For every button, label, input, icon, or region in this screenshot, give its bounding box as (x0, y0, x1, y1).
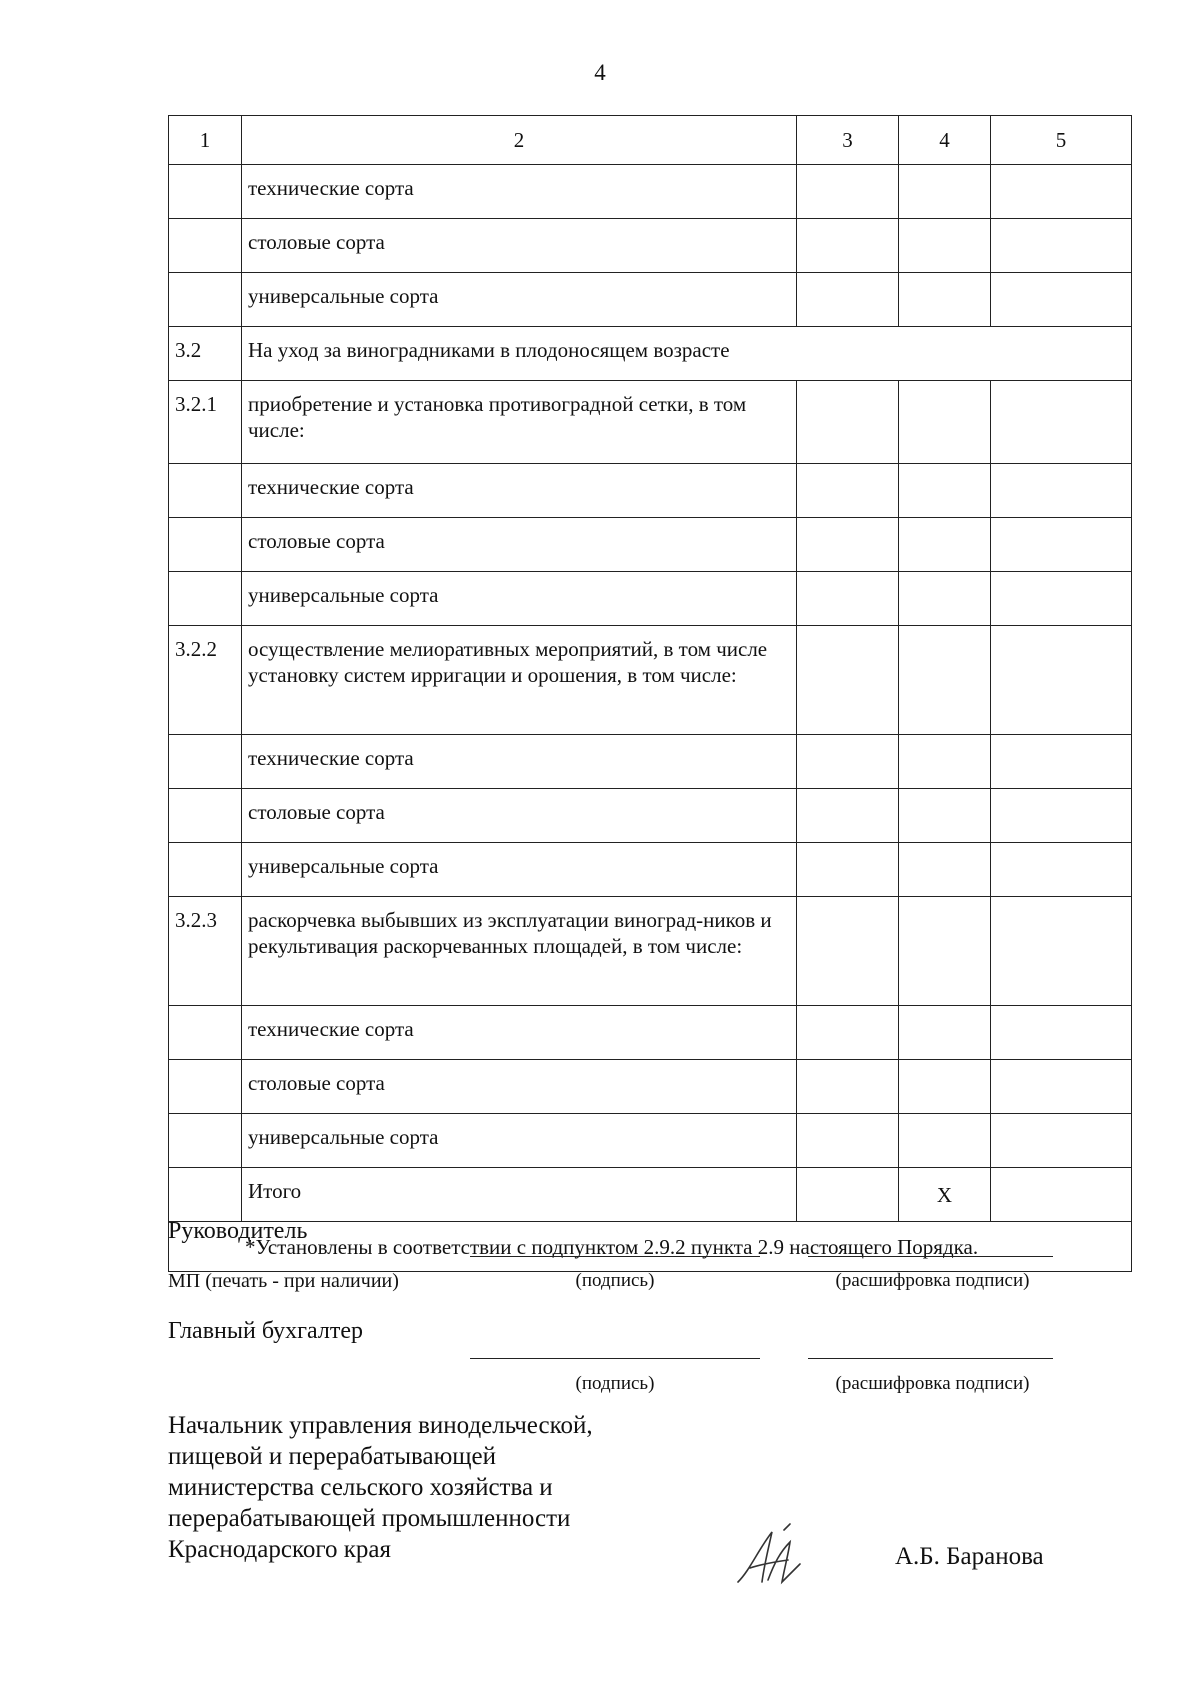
official-title-line: пищевой и перерабатывающей (168, 1443, 497, 1470)
empty-cell (797, 843, 899, 897)
row-text: технические сорта (242, 735, 797, 789)
empty-cell (797, 789, 899, 843)
row-text: технические сорта (242, 464, 797, 518)
handwritten-signature (728, 1520, 818, 1600)
table-row (169, 735, 1132, 789)
row-text: осуществление мелиоративных мероприятий, в том числе установку систем ирригации и орошения, в том числе: (242, 626, 797, 735)
empty-cell (991, 518, 1132, 572)
header-cell: 5 (991, 116, 1132, 165)
row-number (169, 273, 242, 327)
empty-cell (991, 381, 1132, 464)
accountant-label: Главный бухгалтер (168, 1318, 363, 1344)
empty-cell (899, 789, 991, 843)
row-number (169, 1114, 242, 1168)
accountant-signature-caption: (подпись) (575, 1373, 655, 1394)
total-label: Итого (242, 1168, 797, 1222)
empty-cell (797, 1168, 899, 1222)
empty-cell (991, 219, 1132, 273)
row-text: столовые сорта (242, 1060, 797, 1114)
official-title-line: министерства сельского хозяйства и (168, 1474, 553, 1501)
row-number: 3.2.3 (169, 897, 242, 1006)
table-row (169, 572, 1132, 626)
empty-cell (899, 381, 991, 464)
row-text: универсальные сорта (242, 843, 797, 897)
row-number (169, 1006, 242, 1060)
official-title-line: перерабатывающей промышленности (168, 1505, 571, 1532)
empty-cell (797, 518, 899, 572)
empty-cell (991, 735, 1132, 789)
empty-cell (899, 1114, 991, 1168)
empty-cell (899, 273, 991, 327)
table-row (169, 843, 1132, 897)
head-label: Руководитель (168, 1218, 308, 1244)
header-cell: 4 (899, 116, 991, 165)
row-text: приобретение и установка противоградной сетки, в том числе: (242, 381, 797, 464)
empty-cell (899, 843, 991, 897)
table-row (169, 1006, 1132, 1060)
empty-cell (991, 273, 1132, 327)
row-text: технические сорта (242, 165, 797, 219)
row-number: 3.2.1 (169, 381, 242, 464)
official-title-line: Начальник управления винодельческой, (168, 1412, 593, 1439)
header-cell: 2 (242, 116, 797, 165)
accountant-decoding-caption: (расшифровка подписи) (835, 1373, 1030, 1394)
head-decoding-caption: (расшифровка подписи) (835, 1270, 1030, 1291)
table-row (169, 789, 1132, 843)
empty-cell (899, 572, 991, 626)
empty-cell (991, 1060, 1132, 1114)
row-number (169, 165, 242, 219)
footnote: *Установлены в соответствии с подпунктом 2.9.2 пункта 2.9 настоящего Порядка. (169, 1222, 1132, 1272)
row-number: 3.2.2 (169, 626, 242, 735)
empty-cell (991, 464, 1132, 518)
row-text: столовые сорта (242, 219, 797, 273)
row-number (169, 464, 242, 518)
accountant-signature-line (470, 1358, 760, 1359)
empty-cell (899, 626, 991, 735)
section-title: На уход за виноградниками в плодоносящем возрасте (242, 327, 1132, 381)
table-section-row (169, 327, 1132, 381)
head-signature-caption: (подпись) (575, 1270, 655, 1291)
head-decoding-line (808, 1256, 1053, 1257)
data-table (168, 115, 1132, 1272)
table-row (169, 273, 1132, 327)
row-number (169, 572, 242, 626)
row-number: 3.2 (169, 327, 242, 381)
empty-cell (899, 464, 991, 518)
empty-cell (991, 572, 1132, 626)
row-text: раскорчевка выбывших из эксплуатации виноград-ников и рекультивация раскорчеванных площадей, в том числе: (242, 897, 797, 1006)
official-name: А.Б. Баранова (895, 1543, 1044, 1570)
row-number (169, 518, 242, 572)
empty-cell (899, 1060, 991, 1114)
empty-cell (899, 897, 991, 1006)
empty-cell (991, 1168, 1132, 1222)
empty-cell (797, 735, 899, 789)
row-text: универсальные сорта (242, 1114, 797, 1168)
table-row (169, 897, 1132, 1006)
table-total-row (169, 1168, 1132, 1222)
row-number (169, 789, 242, 843)
table-row (169, 626, 1132, 735)
row-number (169, 1060, 242, 1114)
total-col4-mark: Х (899, 1168, 991, 1222)
empty-cell (991, 626, 1132, 735)
empty-cell (991, 165, 1132, 219)
empty-cell (797, 572, 899, 626)
row-text: универсальные сорта (242, 572, 797, 626)
stamp-label: МП (печать - при наличии) (168, 1270, 399, 1292)
row-text: технические сорта (242, 1006, 797, 1060)
empty-cell (899, 1006, 991, 1060)
row-number (169, 735, 242, 789)
empty-cell (797, 1114, 899, 1168)
table-footnote-row (169, 1222, 1132, 1272)
empty-cell (797, 273, 899, 327)
empty-cell (797, 626, 899, 735)
table-row (169, 1060, 1132, 1114)
empty-cell (797, 464, 899, 518)
empty-cell (797, 1060, 899, 1114)
empty-cell (797, 897, 899, 1006)
row-number (169, 219, 242, 273)
empty-cell (797, 219, 899, 273)
empty-cell (899, 735, 991, 789)
row-number (169, 843, 242, 897)
table-row (169, 518, 1132, 572)
empty-cell (991, 789, 1132, 843)
empty-cell (169, 1168, 242, 1222)
official-title (168, 1410, 728, 1565)
empty-cell (991, 843, 1132, 897)
head-signature-line (470, 1256, 760, 1257)
row-text: столовые сорта (242, 518, 797, 572)
empty-cell (991, 1006, 1132, 1060)
row-text: столовые сорта (242, 789, 797, 843)
row-text: универсальные сорта (242, 273, 797, 327)
empty-cell (797, 381, 899, 464)
empty-cell (991, 1114, 1132, 1168)
header-cell: 1 (169, 116, 242, 165)
table-row (169, 1114, 1132, 1168)
table-row (169, 219, 1132, 273)
header-cell: 3 (797, 116, 899, 165)
accountant-decoding-line (808, 1358, 1053, 1359)
table-row (169, 381, 1132, 464)
empty-cell (899, 219, 991, 273)
table-row (169, 165, 1132, 219)
empty-cell (797, 165, 899, 219)
page-number: 4 (594, 60, 606, 85)
official-title-line: Краснодарского края (168, 1536, 391, 1563)
table-header-row (169, 116, 1132, 165)
empty-cell (899, 518, 991, 572)
empty-cell (899, 165, 991, 219)
table-row (169, 464, 1132, 518)
empty-cell (797, 1006, 899, 1060)
empty-cell (991, 897, 1132, 1006)
